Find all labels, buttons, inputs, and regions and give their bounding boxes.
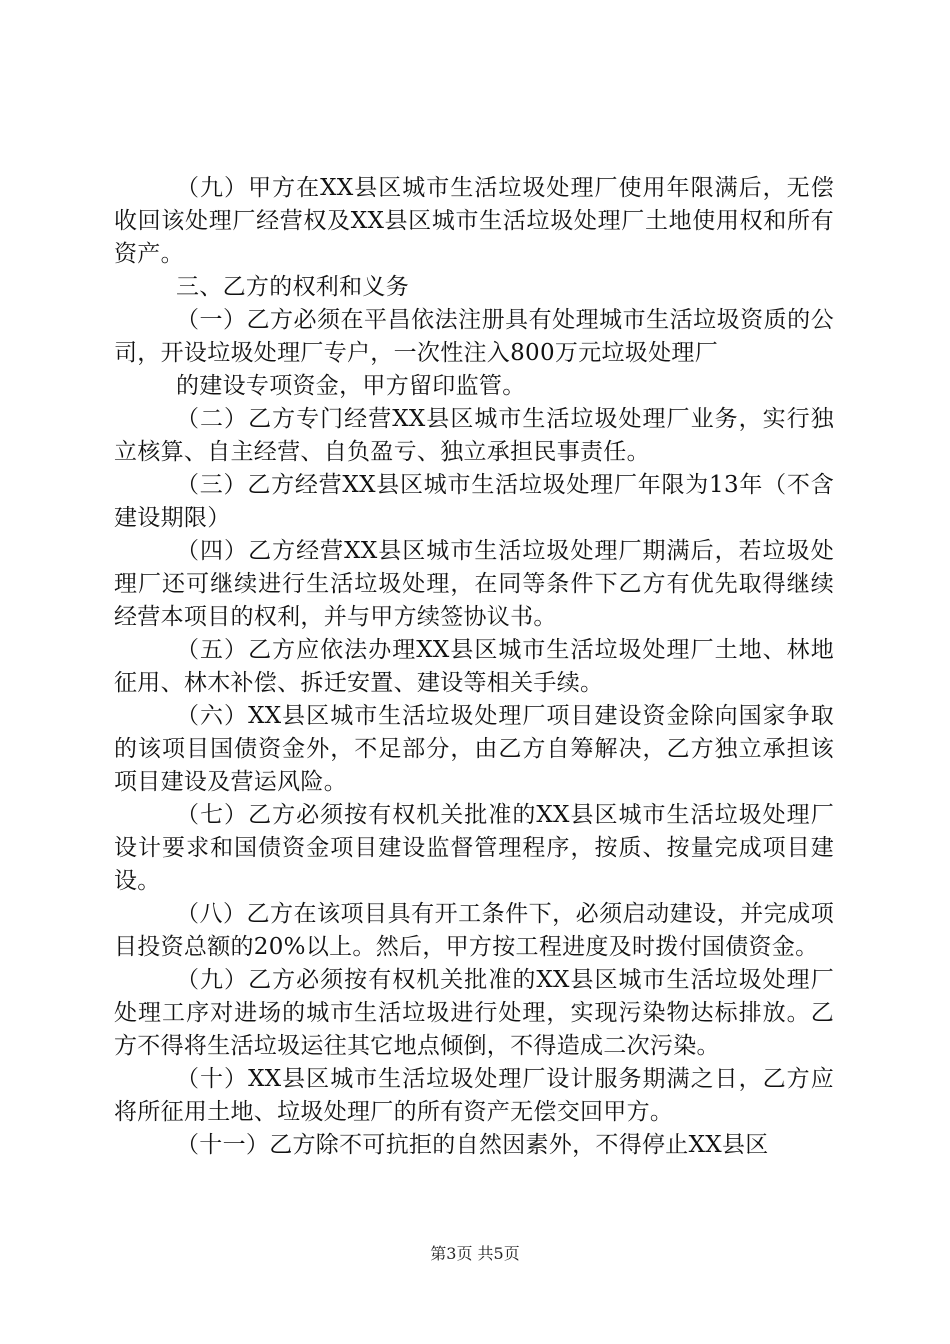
paragraph-jia-9: （九）甲方在XX县区城市生活垃圾处理厂使用年限满后，无偿收回该处理厂经营权及XX县区城市生活垃圾处理厂土地使用权和所有资产。 xyxy=(114,175,834,267)
paragraph-yi-11: （十一）乙方除不可抗拒的自然因素外，不得停止XX县区 xyxy=(176,1132,769,1158)
document-body xyxy=(114,172,834,1162)
paragraph-yi-1-continued: 的建设专项资金，甲方留印监管。 xyxy=(176,373,526,399)
paragraph-yi-2: （二）乙方专门经营XX县区城市生活垃圾处理厂业务，实行独立核算、自主经营、自负盈亏、独立承担民事责任。 xyxy=(114,406,834,465)
paragraph-yi-4: （四）乙方经营XX县区城市生活垃圾处理厂期满后，若垃圾处理厂还可继续进行生活垃圾处理，在同等条件下乙方有优先取得继续经营本项目的权利，并与甲方续签协议书。 xyxy=(114,538,834,630)
paragraph-yi-8: （八）乙方在该项目具有开工条件下，必须启动建设，并完成项目投资总额的20%以上。然后，甲方按工程进度及时拨付国债资金。 xyxy=(114,901,834,960)
paragraph-yi-6: （六）XX县区城市生活垃圾处理厂项目建设资金除向国家争取的该项目国债资金外，不足部分，由乙方自筹解决，乙方独立承担该项目建设及营运风险。 xyxy=(114,703,834,795)
page-number-label: 第3页 共5页 xyxy=(430,1244,520,1263)
section-heading-yi-rights: 三、乙方的权利和义务 xyxy=(176,274,409,300)
paragraph-yi-10: （十）XX县区城市生活垃圾处理厂设计服务期满之日，乙方应将所征用土地、垃圾处理厂的所有资产无偿交回甲方。 xyxy=(114,1066,834,1125)
paragraph-yi-5: （五）乙方应依法办理XX县区城市生活垃圾处理厂土地、林地征用、林木补偿、拆迁安置、建设等相关手续。 xyxy=(114,637,834,696)
paragraph-yi-3: （三）乙方经营XX县区城市生活垃圾处理厂年限为13年（不含建设期限） xyxy=(114,472,834,531)
paragraph-yi-1: （一）乙方必须在平昌依法注册具有处理城市生活垃圾资质的公司，开设垃圾处理厂专户，一次性注入800万元垃圾处理厂 xyxy=(114,307,834,366)
paragraph-yi-7: （七）乙方必须按有权机关批准的XX县区城市生活垃圾处理厂设计要求和国债资金项目建设监督管理程序，按质、按量完成项目建设。 xyxy=(114,802,834,894)
page-footer xyxy=(0,1244,950,1264)
paragraph-yi-9: （九）乙方必须按有权机关批准的XX县区城市生活垃圾处理厂处理工序对进场的城市生活垃圾进行处理，实现污染物达标排放。乙方不得将生活垃圾运往其它地点倾倒，不得造成二次污染。 xyxy=(114,967,834,1059)
